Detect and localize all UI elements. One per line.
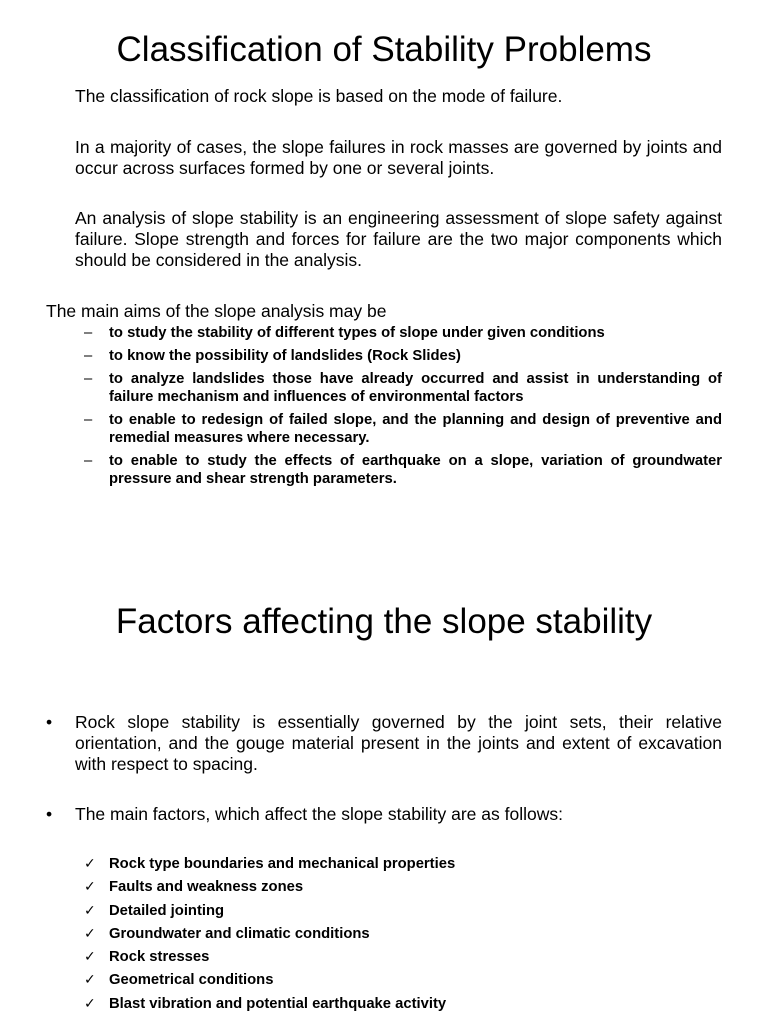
dash-icon: – — [84, 325, 93, 341]
section-title: Factors affecting the slope stability — [115, 602, 653, 641]
list-item — [84, 411, 722, 447]
aims-list — [84, 324, 722, 493]
list-item — [84, 900, 684, 923]
slide-factors — [0, 512, 768, 1024]
bullet-text: The main factors, which affect the slope stability are as follows: — [75, 804, 563, 824]
dash-icon: – — [84, 348, 93, 364]
aim-text: to enable to redesign of failed slope, and the planning and design of preventive and remedial measures where necessary. — [109, 412, 722, 446]
factor-text: Groundwater and climatic conditions — [109, 925, 370, 942]
paragraph-analysis: An analysis of slope stability is an engineering assessment of slope safety against failure. Slope strength and forces for failure are the two major components which should be considered in the analysis. — [75, 208, 722, 270]
list-item — [84, 324, 722, 342]
factor-text: Rock type boundaries and mechanical properties — [109, 856, 456, 872]
dash-icon: – — [84, 412, 93, 428]
aim-text: to enable to study the effects of earthquake on a slope, variation of groundwater pressure and shear strength parameters. — [109, 453, 722, 487]
aim-text: to know the possibility of landslides (Rock Slides) — [109, 348, 461, 364]
list-item — [84, 347, 722, 365]
list-item — [84, 946, 684, 969]
dash-icon: – — [84, 371, 93, 387]
list-item — [84, 370, 722, 406]
bullet-text: Rock slope stability is essentially governed by the joint sets, their relative orientation, and the gouge material present in the joints and extent of excavation with respect to spacing. — [75, 712, 722, 774]
bullet-icon: • — [46, 712, 53, 732]
bullet-item — [46, 712, 722, 775]
list-item — [84, 853, 684, 876]
checkmark-icon: ✓ — [84, 856, 96, 872]
aim-text: to study the stability of different types of slope under given conditions — [109, 325, 605, 341]
list-item — [84, 876, 684, 899]
factor-text: Detailed jointing — [109, 902, 225, 919]
list-item — [84, 993, 684, 1016]
checkmark-icon: ✓ — [84, 995, 96, 1012]
list-item — [84, 923, 684, 946]
bullet-icon: • — [46, 804, 53, 824]
checkmark-icon: ✓ — [84, 949, 96, 966]
factor-text: Geometrical conditions — [109, 972, 274, 989]
factor-text: Blast vibration and potential earthquake activity — [109, 995, 447, 1012]
dash-icon: – — [84, 453, 93, 469]
paragraph-classification: The classification of rock slope is based on the mode of failure. — [75, 86, 563, 106]
checkmark-icon: ✓ — [84, 879, 96, 896]
aims-intro: The main aims of the slope analysis may be — [46, 301, 387, 321]
factors-list — [84, 853, 684, 1016]
factor-text: Rock stresses — [109, 949, 210, 966]
checkmark-icon: ✓ — [84, 902, 96, 919]
page-title: Classification of Stability Problems — [116, 30, 652, 69]
aim-text: to analyze landslides those have already occurred and assist in understanding of failure mechanism and influences of environmental factors — [109, 371, 722, 405]
list-item — [84, 969, 684, 992]
checkmark-icon: ✓ — [84, 925, 96, 942]
bullet-item — [46, 804, 722, 825]
factor-text: Faults and weakness zones — [109, 879, 304, 896]
paragraph-joints: In a majority of cases, the slope failures in rock masses are governed by joints and occur across surfaces formed by one or several joints. — [75, 137, 722, 178]
list-item — [84, 452, 722, 488]
checkmark-icon: ✓ — [84, 972, 96, 989]
